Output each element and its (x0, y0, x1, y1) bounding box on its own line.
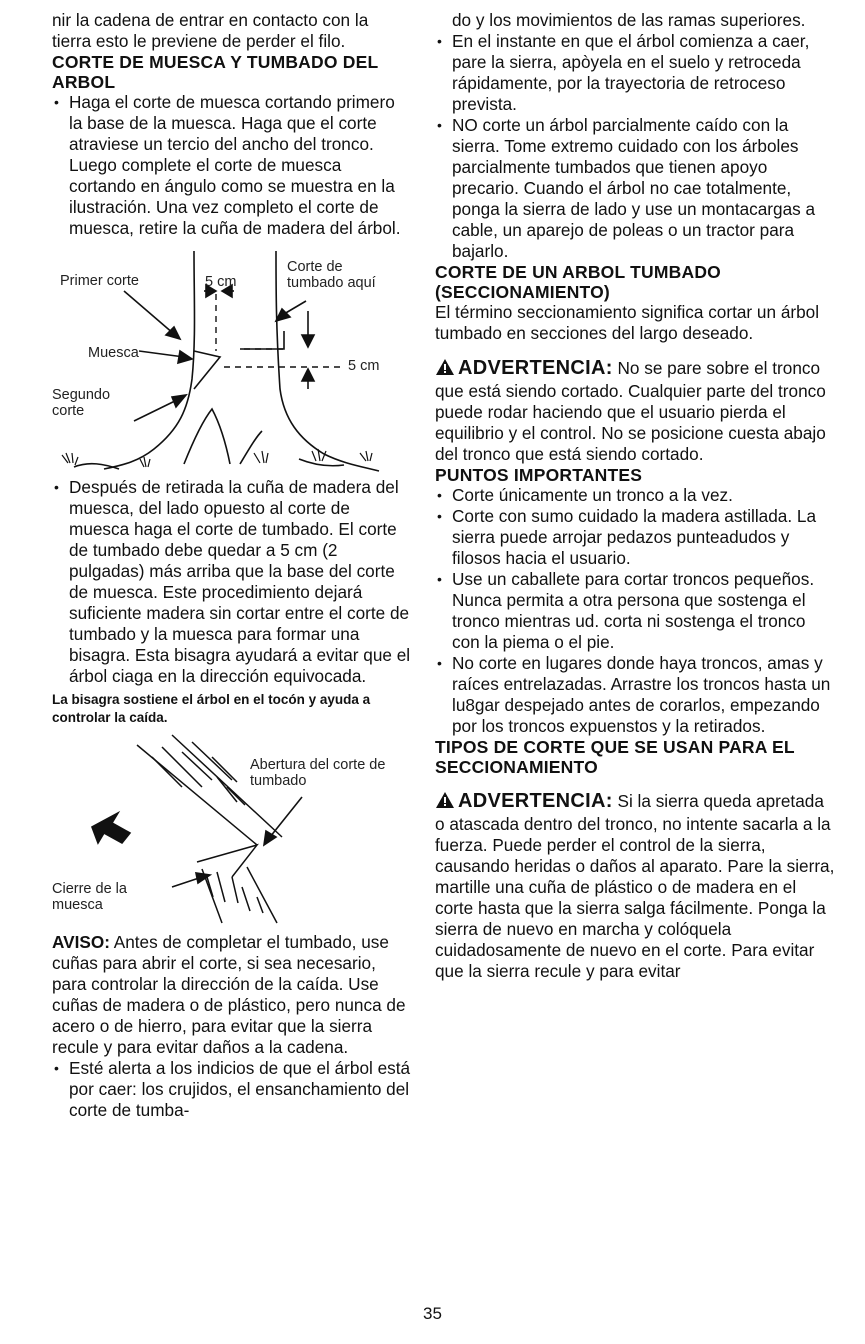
heading-notch-felling: CORTE DE MUESCA Y TUMBADO DEL ARBOL (52, 52, 379, 92)
warning-title: ADVERTENCIA: (458, 790, 613, 812)
hinge-diagram (52, 727, 412, 932)
notice-paragraph (52, 932, 412, 1058)
left-column (52, 10, 412, 1121)
label-second-cut: Segundo corte (52, 387, 111, 419)
warning-pinched-saw (435, 791, 835, 982)
continued-text: do y los movimientos de las ramas superiores. (452, 10, 806, 30)
hinge-caption: La bisagra sostiene el árbol en el tocón y ayuda a controlar la caída. (52, 692, 371, 725)
label-notch-closing: Cierre de la muesca (52, 881, 127, 913)
heading-bucking: CORTE DE UN ARBOL TUMBADO (SECCIONAMIENTO) (435, 262, 721, 302)
right-column (435, 10, 835, 982)
warning-text: No se pare sobre el tronco que está siendo cortado. Cualquier parte del tronco puede rodar haciendo que el usuario pierda el equilibrio y el control. No se posicione cuesta abajo del tronco que está siendo cortado. (435, 358, 826, 464)
notch-diagram (52, 239, 412, 477)
label-first-cut: Primer corte (60, 273, 139, 289)
bullet-falling-signs: • Esté alerta a los indicios de que el árbol está por caer: los crujidos, el ensanchamiento del corte de tumba- (52, 1058, 412, 1121)
intro-text: nir la cadena de entrar en contacto con la tierra esto le previene de perder el filo. (52, 10, 369, 51)
point-item: • Corte únicamente un tronco a la vez. (435, 485, 835, 506)
warning-triangle-icon (435, 791, 455, 814)
point-item: • Use un caballete para cortar troncos pequeños. Nunca permita a otra persona que sostenga el tronco mientras ud. corta ni sostenga el tronco con la piema o el pie. (435, 569, 835, 653)
heading-cut-types: TIPOS DE CORTE QUE SE USAN PARA EL SECCIONAMIENTO (435, 737, 795, 777)
label-5cm-top: 5 cm (205, 274, 237, 290)
label-5cm-right: 5 cm (348, 358, 380, 374)
bullet-felling-cut: • Después de retirada la cuña de madera del muesca, del lado opuesto al corte de muesca haga el corte de tumbado. El corte de tumbado debe quedar a 5 cm (2 pulgadas) más arriba que la base del corte de muesca. Este procedimiento dejará suficiente madera sin cortar entre el corte de tumbado y la muesca para formar una bisagra. Esta bisagra ayudará a evitar que el árbol ciaga en la dirección equivocada. (52, 477, 412, 687)
page-number: 35 (423, 1304, 442, 1323)
bucking-definition: El término seccionamiento significa cortar un árbol tumbado en secciones del largo deseado. (435, 302, 820, 343)
warning-text: Si la sierra queda apretada o atascada dentro del tronco, no intente sacarla a la fuerza. Puede perder el control de la sierra, causando heridas o daños al aparato. Pare la sierra, martille una cuña de plástico o de madera en el corte hasta que la sierra salga fácilmente. Ponga la sierra de nuevo en marcha y colóquela cuidadosamente de nuevo en el corte. Para evitar que la sierra recule y para evitar (435, 791, 835, 981)
warning-standing-on-log (435, 358, 835, 465)
warning-title: ADVERTENCIA: (458, 357, 613, 379)
bullet-partially-fallen: • NO corte un árbol parcialmente caído con la sierra. Tome extremo cuidado con los árboles parcialmente tumbados que tienen apoyo precario. Cuando el árbol no cae totalmente, ponga la sierra de lado y use un montacargas a cable, un aparejo de poleas o un tractor para bajarlo. (435, 115, 835, 262)
bullet-notch-cut: • Haga el corte de muesca cortando primero la base de la muesca. Haga que el corte atraviese un tercio del ancho del tronco. Luego complete el corte de muesca cortando en ángulo como se muestra en la ilustración. Una vez completo el corte de muesca, retire la cuña de madera del árbol. (52, 92, 412, 239)
label-felling-cut-here: Corte de tumbado aquí (287, 259, 376, 291)
warning-triangle-icon (435, 358, 455, 381)
point-item: • Corte con sumo cuidado la madera astillada. La sierra puede arrojar pedazos punteadudos y filosos hacia el usuario. (435, 506, 835, 569)
notice-text: Antes de completar el tumbado, use cuñas para abrir el corte, si sea necesario, para controlar la dirección de la caída. Use cuñas de madera o de plástico, pero nunca de acero o de hierro, para evitar que la sierra recule y para evitar daños a la cadena. (52, 932, 406, 1057)
heading-important-points: PUNTOS IMPORTANTES (435, 465, 643, 485)
bullet-stop-saw: • En el instante en que el árbol comienza a caer, pare la sierra, apòyela en el suelo y retroceda rápidamente, por la trayectoria de retroceso prevista. (435, 31, 835, 115)
label-notch: Muesca (88, 345, 139, 361)
notice-label: AVISO: (52, 932, 110, 952)
label-felling-opening: Abertura del corte de tumbado (250, 757, 386, 789)
point-item: • No corte en lugares donde haya troncos, amas y raíces entrelazadas. Arrastre los troncos hasta un lu8gar despejado antes de corarlos, empezando por los troncos expuenstos y la retirados. (435, 653, 835, 737)
